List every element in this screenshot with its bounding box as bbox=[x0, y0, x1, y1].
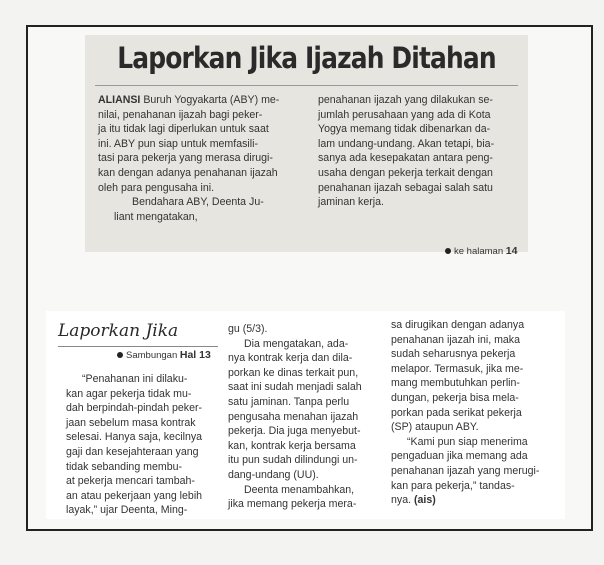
text-line bbox=[391, 493, 539, 508]
kicker-title: Laporkan Jika bbox=[58, 321, 179, 341]
text-line: Deenta menambahkan, bbox=[244, 483, 355, 496]
text-line: kan para pekerja,” tandas- bbox=[391, 479, 515, 492]
article-top-column-1 bbox=[98, 93, 279, 224]
text-segment: nya. bbox=[391, 494, 412, 507]
text-line: saat ini sudah menjadi salah bbox=[228, 381, 362, 394]
text-line: jaminan kerja. bbox=[318, 196, 384, 209]
text-line: jumlah perusahaan yang ada di Kota bbox=[318, 108, 491, 121]
text-line: jaan sebelum masa kontrak bbox=[66, 416, 196, 429]
article-bottom-column-1 bbox=[66, 372, 202, 518]
continued-page: 14 bbox=[505, 245, 518, 257]
article-bottom bbox=[46, 311, 565, 519]
text-line: nilai, penahanan ijazah bagi peker- bbox=[98, 108, 263, 121]
sambungan-reference bbox=[117, 349, 211, 361]
text-line: kan dengan adanya penahanan ijazah bbox=[98, 166, 278, 179]
text-line: pengaduan jika memang ada bbox=[391, 450, 528, 463]
bullet-icon bbox=[117, 352, 123, 358]
text-line: ini. ABY pun siap untuk memfasili- bbox=[98, 137, 258, 150]
text-line: dang-undang (UU). bbox=[228, 468, 319, 481]
text-line: an atau pekerjaan yang lebih bbox=[66, 489, 203, 502]
text-line: penahanan ijazah yang dilakukan se- bbox=[318, 94, 493, 106]
text-line: oleh para pengusaha ini. bbox=[98, 181, 215, 194]
text-line: Bendahara ABY, Deenta Ju- bbox=[132, 196, 264, 209]
text-line: penahanan ijazah ini, maka bbox=[391, 333, 520, 346]
text-line: tidak sebanding membu- bbox=[66, 460, 183, 473]
text-line: Yogya memang tidak dibenarkan da- bbox=[318, 123, 491, 136]
text-line: gu (5/3). bbox=[228, 323, 268, 335]
text-line: at pekerja mencari tambah- bbox=[66, 475, 195, 488]
text-line: gaji dan kesejahteraan yang bbox=[66, 445, 199, 458]
text-line: layak,” ujar Deenta, Ming- bbox=[66, 504, 188, 517]
article-top-column-2 bbox=[318, 93, 494, 210]
article-top bbox=[85, 35, 528, 257]
headline: Laporkan Jika Ijazah Ditahan bbox=[117, 41, 496, 75]
article-bottom-column-3 bbox=[391, 318, 539, 508]
article-bottom-column-2 bbox=[228, 322, 362, 512]
text-line: itu pun sudah dilindungi un- bbox=[228, 454, 358, 467]
continued-reference bbox=[445, 245, 517, 257]
bullet-icon bbox=[445, 248, 451, 254]
text-line: sa dirugikan dengan adanya bbox=[391, 319, 525, 331]
kicker-divider bbox=[58, 346, 218, 347]
text-line: lam undang-undang. Akan tetapi, bia- bbox=[318, 137, 495, 150]
text-line: usaha dengan pekerja terkait dengan bbox=[318, 166, 493, 179]
sambungan-page: Hal 13 bbox=[179, 349, 211, 361]
text-line: penahanan ijazah sebagai salah satu bbox=[318, 181, 493, 194]
text-line: sanya ada kesepakatan antara peng- bbox=[318, 152, 493, 165]
text-line: pengusaha menahan ijazah bbox=[228, 410, 359, 423]
text-segment: Buruh Yogyakarta (ABY) me- bbox=[140, 94, 280, 106]
text-line: dah berpindah-pindah peker- bbox=[66, 402, 203, 415]
text-line: jika memang pekerja mera- bbox=[228, 498, 357, 511]
text-line: penahanan ijazah yang merugi- bbox=[391, 464, 540, 477]
text-line: satu jaminan. Tanpa perlu bbox=[228, 395, 350, 408]
text-line: melapor. Termasuk, jika me- bbox=[391, 362, 524, 375]
text-line: kan agar pekerja tidak mu- bbox=[66, 387, 192, 400]
text-line bbox=[98, 93, 279, 108]
text-line: “Penahanan ini dilaku- bbox=[82, 373, 188, 385]
text-line: porkan pada serikat pekerja bbox=[391, 406, 522, 419]
text-line: mang membutuhkan perlin- bbox=[391, 377, 520, 390]
text-line: sudah seharusnya pekerja bbox=[391, 348, 516, 361]
text-line: Dia mengatakan, ada- bbox=[244, 337, 349, 350]
text-line: pekerja. Dia juga menyebut- bbox=[228, 425, 361, 438]
text-line: selesai. Hanya saja, kecilnya bbox=[66, 431, 203, 444]
text-line: ja itu tidak lagi diperlukan untuk saat bbox=[98, 123, 269, 136]
text-line: porkan ke dinas terkait pun, bbox=[228, 366, 359, 379]
headline-divider bbox=[95, 85, 518, 86]
continued-label: ke halaman bbox=[454, 246, 504, 257]
sambungan-label: Sambungan bbox=[126, 350, 178, 361]
text-line: dungan, pekerja bisa mela- bbox=[391, 391, 519, 404]
text-line: kan, kontrak kerja bersama bbox=[228, 439, 356, 452]
text-line: “Kami pun siap menerima bbox=[407, 435, 528, 448]
text-line: liant mengatakan, bbox=[114, 210, 198, 223]
lead-word: ALIANSI bbox=[98, 94, 141, 106]
author-signoff: (ais) bbox=[413, 494, 436, 507]
text-line: nya kontrak kerja dan dila- bbox=[228, 352, 353, 365]
text-line: (SP) ataupun ABY. bbox=[391, 421, 479, 434]
text-line: tasi para pekerja yang merasa dirugi- bbox=[98, 152, 273, 165]
